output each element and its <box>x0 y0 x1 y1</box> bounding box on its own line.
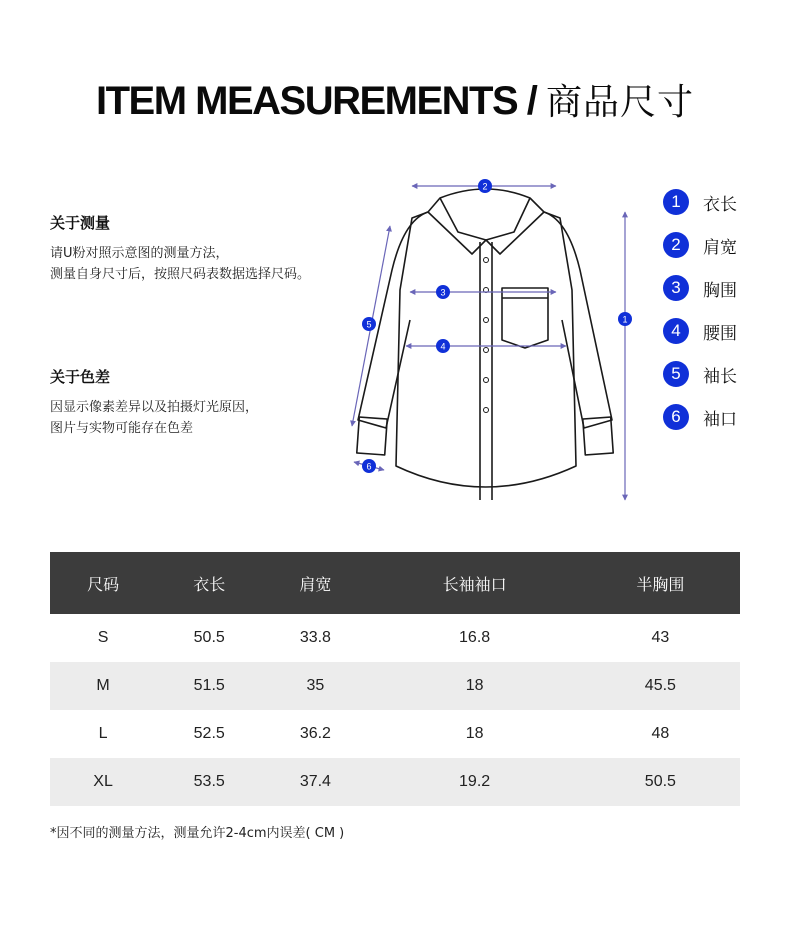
measurement-info <box>50 212 370 285</box>
legend-badge: 6 <box>663 404 689 430</box>
svg-text:2: 2 <box>482 181 488 192</box>
column-header-cuff: 长袖袖口 <box>368 552 580 614</box>
table-row <box>50 614 740 662</box>
legend-label: 袖口 <box>703 409 737 430</box>
marker-length <box>618 312 632 326</box>
measurement-legend <box>663 189 763 447</box>
shirt-diagram <box>340 170 650 515</box>
svg-text:5: 5 <box>366 319 372 330</box>
legend-label: 肩宽 <box>703 237 737 258</box>
table-cell: 16.8 <box>459 629 491 646</box>
legend-item-sleeve-length <box>663 361 763 387</box>
shirt-buttons <box>484 258 489 413</box>
table-cell: M <box>50 662 156 710</box>
table-cell: XL <box>50 758 156 806</box>
measurement-info-title: 关于测量 <box>50 214 111 232</box>
table-row <box>50 758 740 806</box>
table-row <box>50 662 740 710</box>
table-cell: 18 <box>368 662 580 710</box>
table-cell: 18 <box>465 725 484 742</box>
color-info-title: 关于色差 <box>50 368 111 386</box>
table-cell: 43 <box>651 629 670 646</box>
legend-item-shoulder <box>663 232 763 258</box>
table-cell: 45.5 <box>581 662 740 710</box>
marker-chest <box>436 285 450 299</box>
legend-label: 胸围 <box>703 280 737 301</box>
legend-label: 衣长 <box>703 194 737 215</box>
legend-badge: 1 <box>663 189 689 215</box>
marker-shoulder <box>478 179 492 193</box>
table-cell: 50.5 <box>581 758 740 806</box>
legend-badge: 3 <box>663 275 689 301</box>
table-cell: 19.2 <box>368 758 580 806</box>
legend-item-cuff <box>663 404 763 430</box>
table-cell: 53.5 <box>156 758 262 806</box>
table-cell: 52.5 <box>193 725 225 742</box>
svg-text:1: 1 <box>622 314 628 325</box>
svg-text:3: 3 <box>440 287 446 298</box>
color-info-text: 因显示像素差异以及拍摄灯光原因， 图片与实物可能存在色差 <box>50 400 259 436</box>
page-title-cn: 商品尺寸 <box>546 82 695 123</box>
table-cell: 35 <box>262 662 368 710</box>
marker-waist <box>436 339 450 353</box>
marker-cuff <box>362 459 376 473</box>
legend-label: 腰围 <box>703 323 737 344</box>
table-cell: 36.2 <box>299 725 331 742</box>
legend-badge: 2 <box>663 232 689 258</box>
table-cell: 50.5 <box>193 629 225 646</box>
column-header-size: 尺码 <box>50 552 156 614</box>
table-cell: 48 <box>651 725 670 742</box>
page-title <box>0 74 790 125</box>
column-header-length: 衣长 <box>156 552 262 614</box>
column-header-shoulder: 肩宽 <box>262 552 368 614</box>
table-header-row <box>50 552 740 614</box>
shirt-outline <box>357 189 613 500</box>
table-row <box>50 710 740 758</box>
table-cell: S <box>97 629 109 646</box>
legend-item-waist <box>663 318 763 344</box>
measurement-note: *因不同的测量方法，测量允许2-4cm内误差( CM ) <box>50 826 345 841</box>
table-cell: 33.8 <box>299 629 331 646</box>
svg-text:6: 6 <box>366 461 372 472</box>
legend-item-length <box>663 189 763 215</box>
legend-label: 袖长 <box>703 366 737 387</box>
size-table <box>50 552 740 806</box>
legend-badge: 4 <box>663 318 689 344</box>
table-cell: 51.5 <box>156 662 262 710</box>
column-header-half-chest: 半胸围 <box>581 552 740 614</box>
legend-item-chest <box>663 275 763 301</box>
color-info <box>50 366 370 439</box>
measurement-info-text: 请U粉对照示意图的测量方法， 测量自身尺寸后，按照尺码表数据选择尺码。 <box>50 246 311 282</box>
marker-sleeve-length <box>362 317 376 331</box>
measurement-lines <box>352 186 628 500</box>
table-cell: L <box>98 725 108 742</box>
legend-badge: 5 <box>663 361 689 387</box>
svg-text:4: 4 <box>440 341 446 352</box>
page-title-en: ITEM MEASUREMENTS / <box>95 79 537 123</box>
table-cell: 37.4 <box>262 758 368 806</box>
